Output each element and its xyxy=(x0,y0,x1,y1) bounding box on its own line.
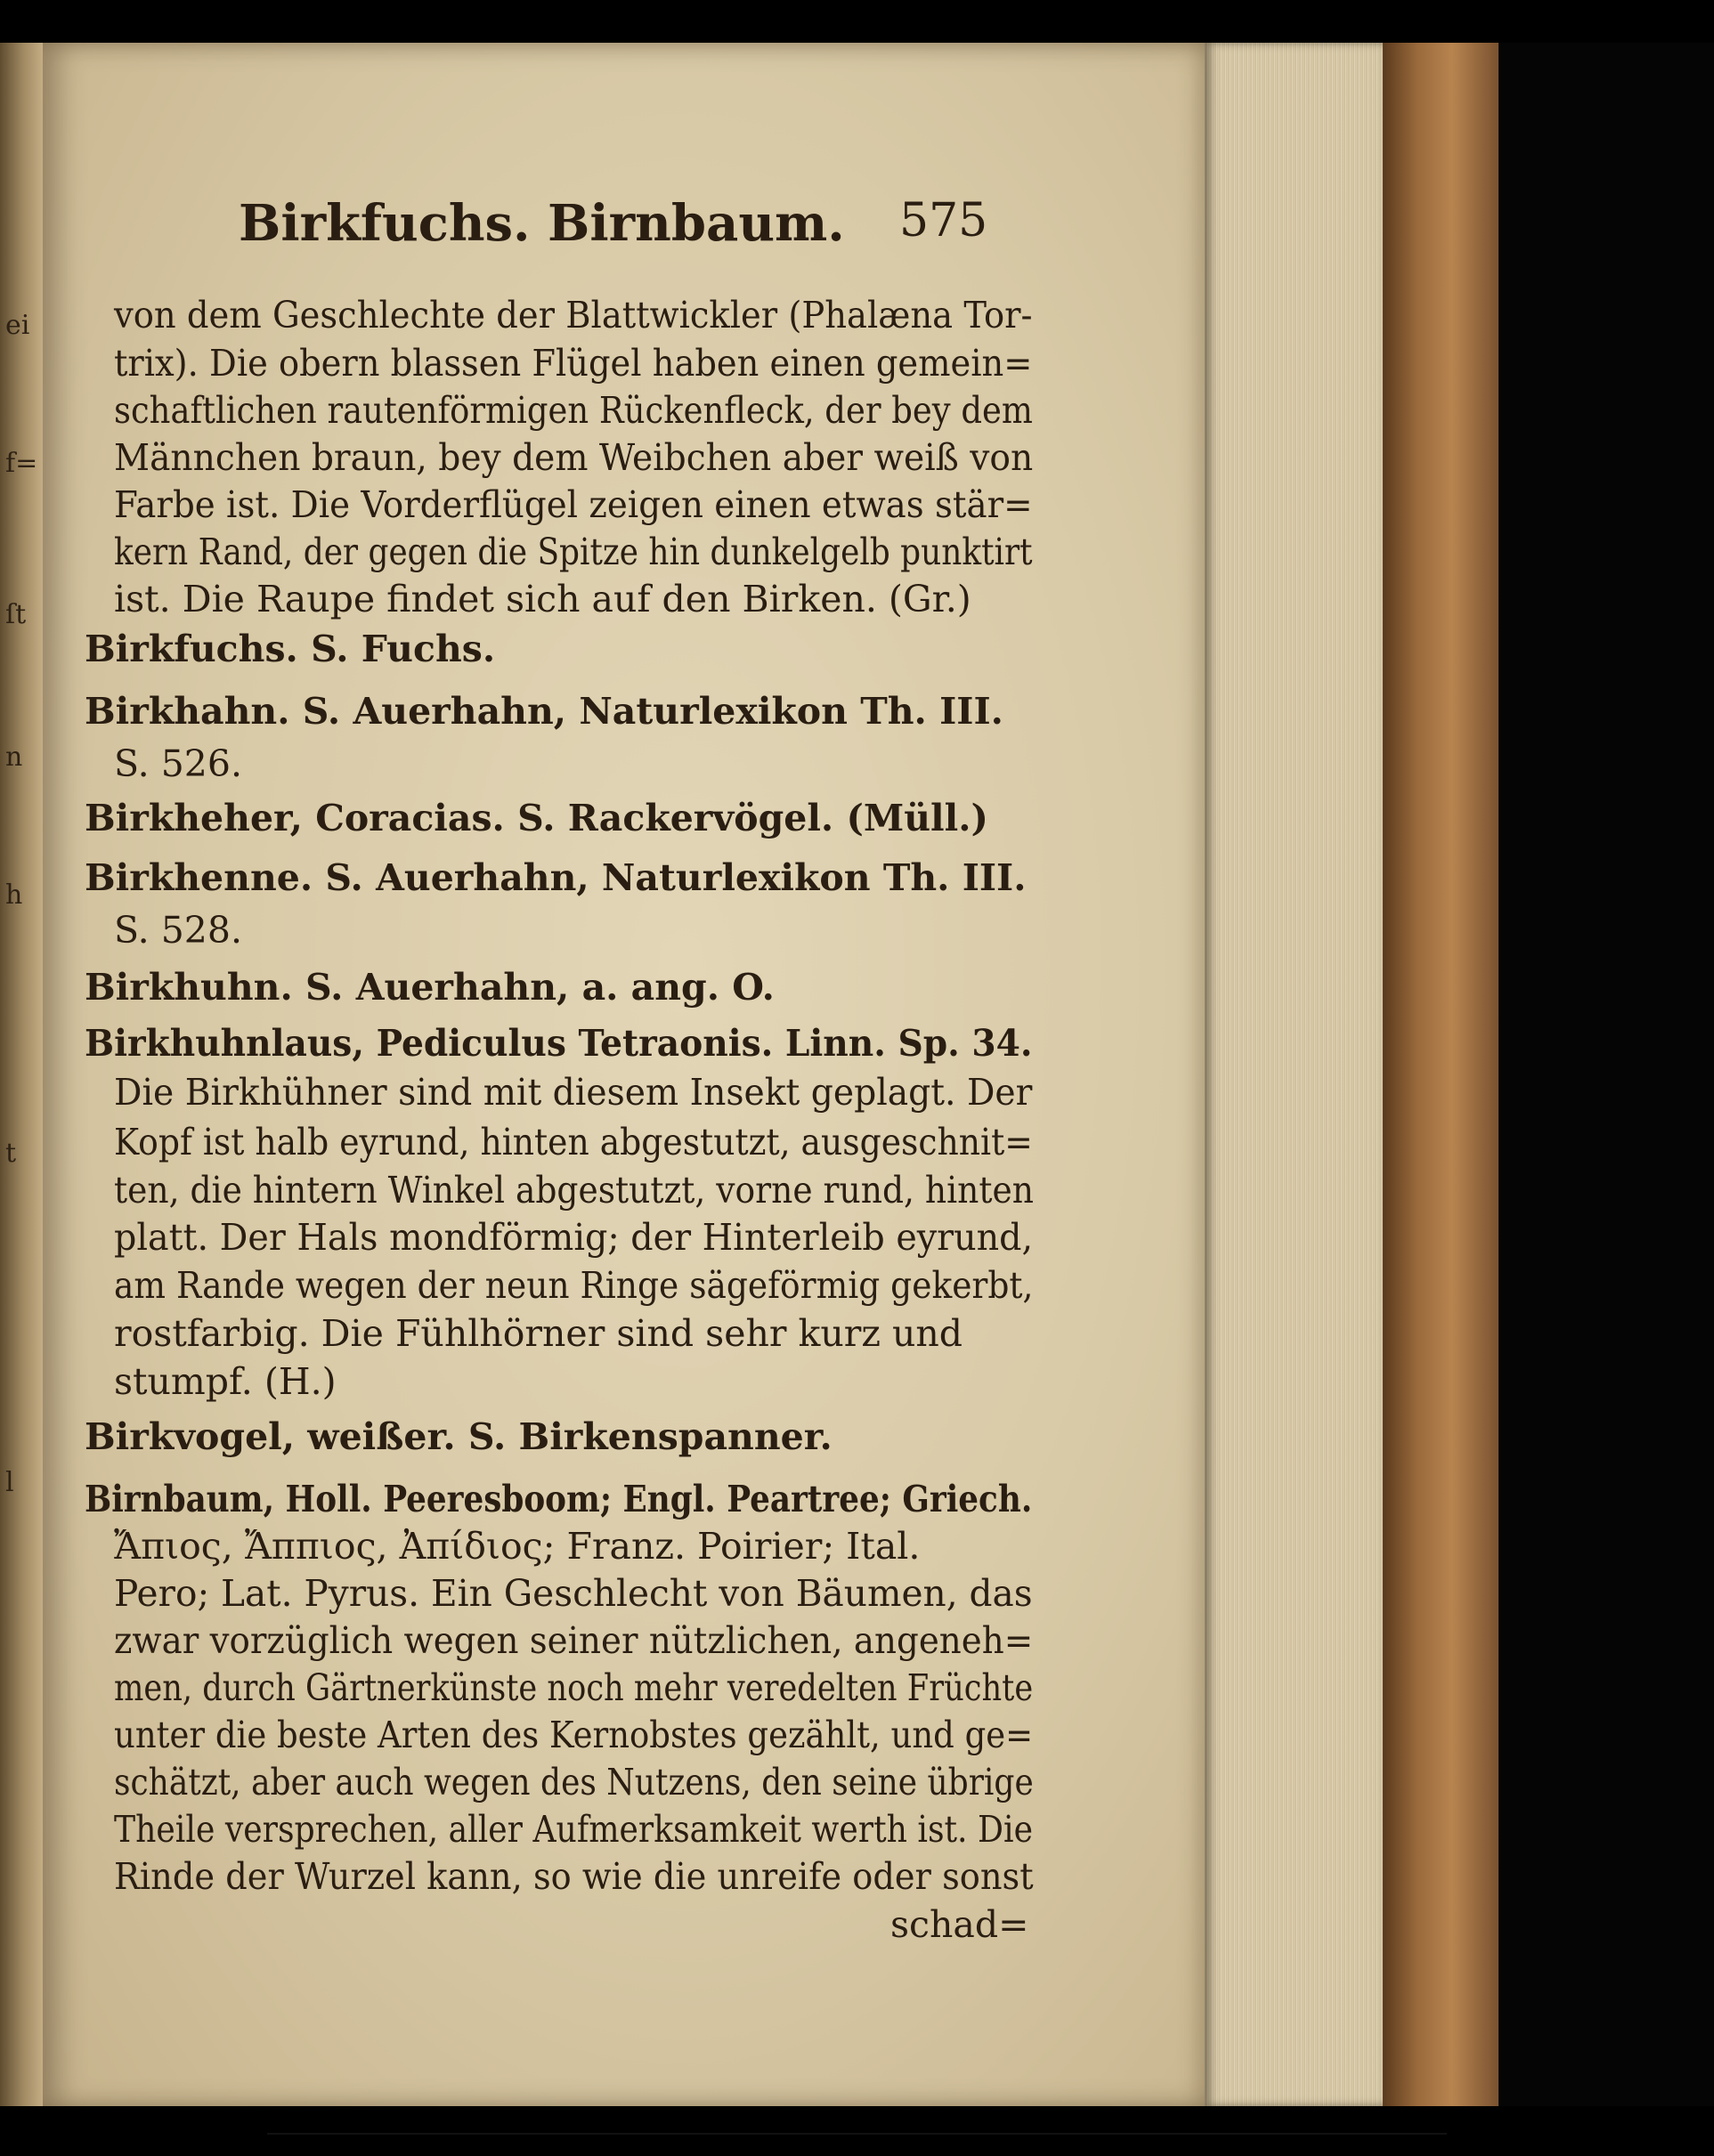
text-line: Männchen braun, bey dem Weibchen aber weiß von xyxy=(114,436,1034,479)
catchword: schad= xyxy=(890,1903,1029,1946)
left-fragment: n xyxy=(5,742,23,773)
left-fragment: ſt xyxy=(5,599,27,630)
text-line: Kopf ist halb eyrund, hinten abgestutzt, ausgeschnit= xyxy=(114,1121,1033,1163)
entry-birkhenne: Birkhenne. S. Auerhahn, Naturlexikon Th. III. xyxy=(85,856,1027,899)
page-number: 575 xyxy=(899,194,988,247)
text-line: Die Birkhühner sind mit diesem Insekt geplagt. Der xyxy=(114,1071,1033,1114)
left-fragment: f= xyxy=(5,448,38,479)
page-edges xyxy=(1205,43,1383,2106)
left-fragment: t xyxy=(5,1138,17,1169)
text-line: S. 526. xyxy=(114,742,242,785)
left-page-edge xyxy=(0,43,43,2108)
scan-bottom-border xyxy=(0,2106,1714,2156)
text-line: Farbe ist. Die Vorderflügel zeigen einen etwas stär= xyxy=(114,483,1033,526)
text-line: schaftlichen rautenförmigen Rückenfleck, der bey dem xyxy=(114,389,1033,432)
left-fragment: ei xyxy=(5,310,30,341)
text-line: schätzt, aber auch wegen des Nutzens, den seine übrige xyxy=(114,1761,1034,1803)
text-line: men, durch Gärtnerkünste noch mehr veredelten Früchte xyxy=(114,1666,1034,1709)
text-line: Rinde der Wurzel kann, so wie die unreife oder sonst xyxy=(114,1855,1034,1898)
entry-birkfuchs: Birkfuchs. S. Fuchs. xyxy=(85,628,496,670)
text-line: zwar vorzüglich wegen seiner nützlichen, angeneh= xyxy=(114,1619,1034,1662)
entry-birnbaum: Birnbaum, Holl. Peeresboom; Engl. Peartree; Griech. xyxy=(85,1478,1033,1520)
text-line: platt. Der Hals mondförmig; der Hinterleib eyrund, xyxy=(114,1216,1034,1259)
entry-birkhahn: Birkhahn. S. Auerhahn, Naturlexikon Th. III. xyxy=(85,690,1003,733)
text-line: ten, die hintern Winkel abgestutzt, vorne rund, hinten xyxy=(114,1169,1034,1212)
scan-top-border xyxy=(0,0,1714,43)
running-head: Birkfuchs. Birnbaum. xyxy=(239,194,845,253)
text-line: Ἄπιος, Ἄππιος, Ἀπίδιος; Franz. Poirier; Ital. xyxy=(114,1525,921,1568)
entry-birkhuhn: Birkhuhn. S. Auerhahn, a. ang. O. xyxy=(85,966,775,1009)
left-page-fragments xyxy=(0,43,43,2108)
text-line: trix). Die obern blassen Flügel haben einen gemein= xyxy=(114,342,1033,385)
left-fragment: l xyxy=(5,1467,14,1498)
left-fragment: h xyxy=(5,879,23,911)
entry-birkheher: Birkheher, Coracias. S. Rackervögel. (Müll.) xyxy=(85,797,988,839)
entry-birkvogel: Birkvogel, weißer. S. Birkenspanner. xyxy=(85,1415,833,1458)
text-line: rostfarbig. Die Fühlhörner sind sehr kurz und xyxy=(114,1312,963,1355)
text-line: unter die beste Arten des Kernobstes gezählt, und ge= xyxy=(114,1714,1034,1756)
text-line: stumpf. (H.) xyxy=(114,1360,337,1403)
text-line: ist. Die Raupe findet sich auf den Birken. (Gr.) xyxy=(114,578,971,620)
scan-scale-rule xyxy=(267,2133,1447,2135)
text-line: am Rande wegen der neun Ringe sägeförmig gekerbt, xyxy=(114,1264,1034,1307)
text-line: von dem Geschlechte der Blattwickler (Phalæna Tor- xyxy=(114,294,1033,336)
text-line: Theile versprechen, aller Aufmerksamkeit werth ist. Die xyxy=(114,1808,1033,1851)
text-line: kern Rand, der gegen die Spitze hin dunkelgelb punktirt xyxy=(114,531,1033,573)
entry-birkhuhnlaus: Birkhuhnlaus, Pediculus Tetraonis. Linn. Sp. 34. xyxy=(85,1022,1033,1065)
text-line: Pero; Lat. Pyrus. Ein Geschlecht von Bäumen, das xyxy=(114,1572,1033,1615)
book-cover-edge xyxy=(1383,43,1499,2106)
text-line: S. 528. xyxy=(114,909,242,952)
